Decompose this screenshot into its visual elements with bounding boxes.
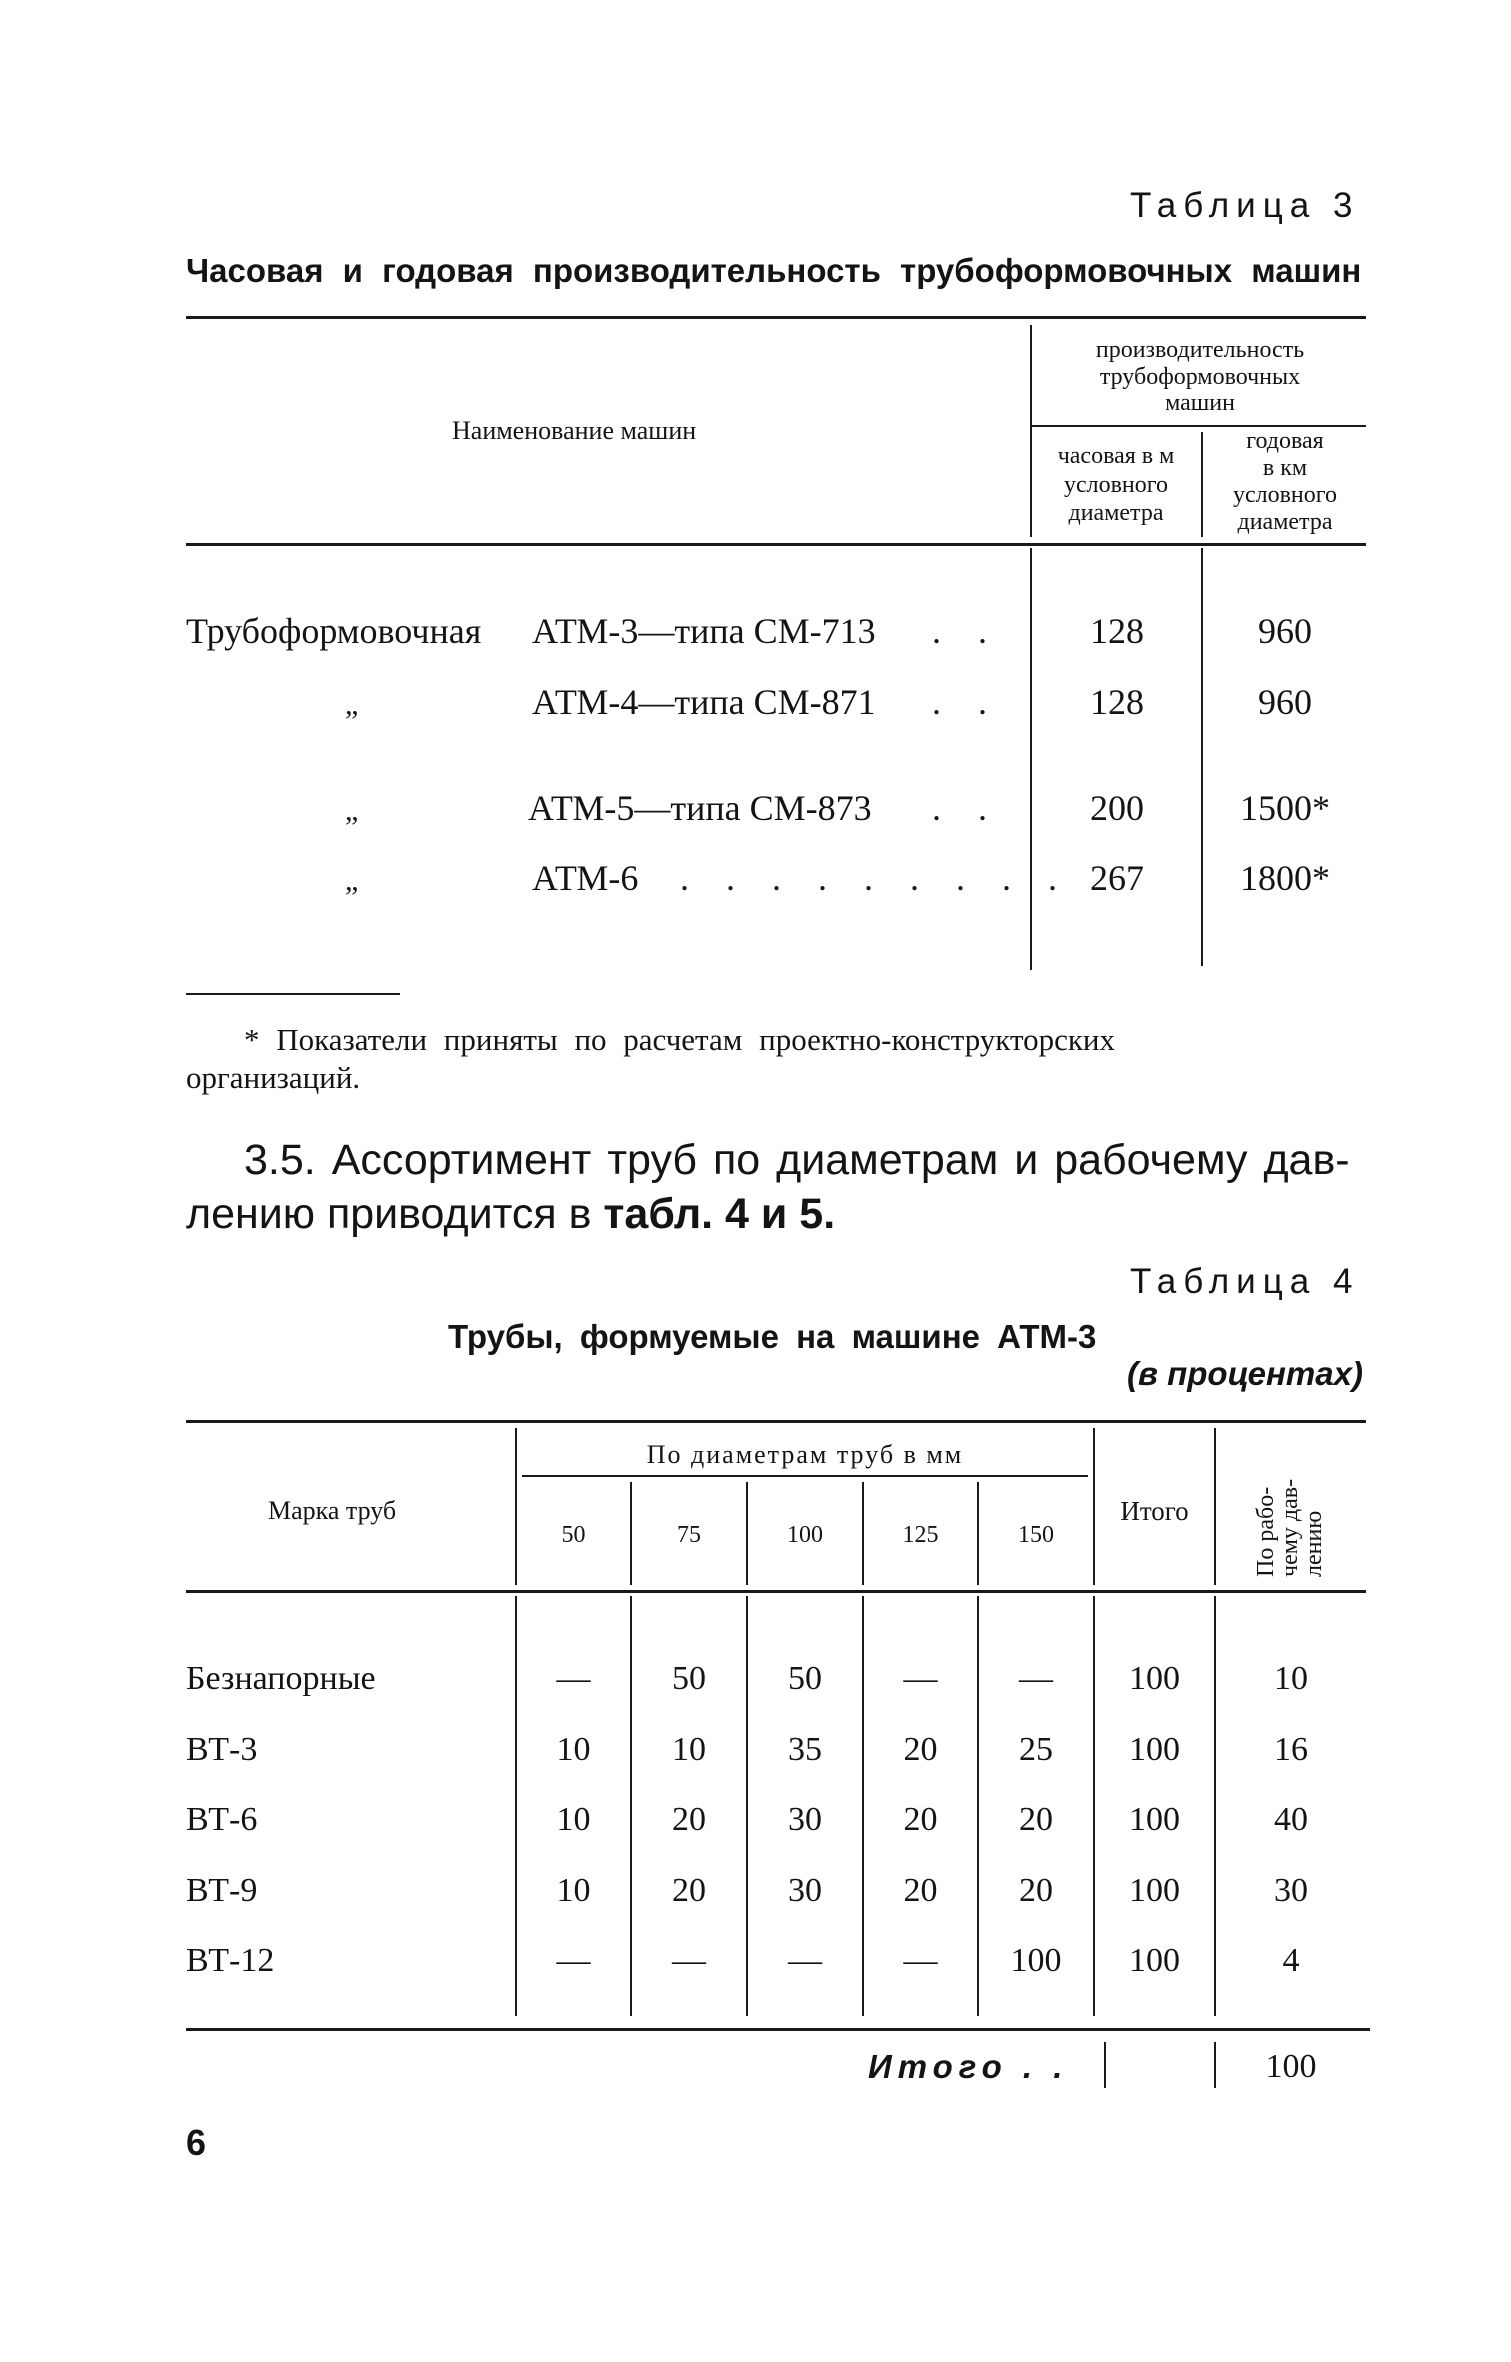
table4-top-rule (186, 1420, 1366, 1423)
table4-row-1-total: 100 (1129, 1660, 1180, 1697)
table4-subtitle: (в процентах) (1127, 1355, 1363, 1392)
table4-mark-header: Марка труб (268, 1496, 397, 1525)
table4-row-2-mark: ВТ-3 (186, 1731, 258, 1768)
table3-row-3-annual: 1500* (1240, 788, 1330, 828)
table4-row-3-d125: 20 (903, 1801, 938, 1838)
table3-subheader-rule (1032, 425, 1366, 427)
table3-col-divider-2 (1201, 432, 1203, 537)
table4-row-3-d75: 20 (672, 1801, 706, 1838)
table4-row-5-total: 100 (1129, 1942, 1180, 1979)
table3-row-4-prefix: „ (345, 864, 359, 897)
t4-total-div-1 (1104, 2042, 1106, 2088)
table3-row-2-prefix: „ (345, 688, 359, 721)
table3-row-2-annual: 960 (1258, 682, 1312, 722)
table3-group-header-1: производительность (1095, 337, 1305, 363)
table4-total-label: Итого . . (868, 2048, 1069, 2085)
table3-row-4-hourly: 267 (1090, 858, 1144, 898)
table4-row-1-d100: 50 (788, 1660, 822, 1697)
table3-top-rule (186, 316, 1366, 319)
table4-row-5-d100: — (788, 1942, 822, 1979)
table4-row-3-mark: ВТ-6 (186, 1801, 258, 1838)
table3-hourly-header-1: часовая в м (1057, 443, 1175, 469)
paragraph-text-1: Ассортимент труб по диаметрам и рабочему дав- (331, 1136, 1350, 1184)
table4-row-2-d150: 25 (1019, 1731, 1053, 1768)
table3-row-1-prefix: Трубоформовочная (186, 611, 482, 651)
table3-row-4-annual: 1800* (1240, 858, 1330, 898)
paragraph-line-2 (186, 1190, 835, 1239)
table4-pressure-header (1254, 1447, 1326, 1577)
table4-row-5-d150: 100 (1010, 1942, 1062, 1979)
table4-row-5-mark: ВТ-12 (186, 1942, 275, 1979)
table4-header-d150: 150 (1018, 1522, 1054, 1548)
table3-row-1-machine: АТМ-3—типа СМ-713 (532, 611, 876, 651)
paragraph-line-1 (244, 1136, 1350, 1185)
table4-caption: Таблица 4 (1130, 1262, 1360, 1301)
table3-annual-header-4: диаметра (1237, 509, 1333, 535)
table4-row-3-d100: 30 (788, 1801, 822, 1838)
table3-row-1-annual: 960 (1258, 611, 1312, 651)
table3-hourly-header-2: условного (1063, 472, 1169, 498)
footnote-line-1: * Показатели приняты по расчетам проектно-конструкторских (244, 1022, 1115, 1057)
table4-row-4-pressure: 30 (1274, 1872, 1308, 1909)
table4-total-header: Итого (1120, 1496, 1189, 1526)
table4-row-4-total: 100 (1129, 1872, 1180, 1909)
table3-row-2-machine: АТМ-4—типа СМ-871 (532, 682, 876, 722)
table4-pressure-header-1: По рабо- (1253, 1486, 1279, 1577)
table3-row-3-prefix: „ (345, 794, 359, 827)
table4-row-2-d75: 10 (672, 1731, 706, 1768)
table3-row-3-leader: . . (932, 788, 1001, 828)
table3-col-divider-1b (1030, 548, 1032, 970)
table4-row-3-d150: 20 (1019, 1801, 1053, 1838)
table3-row-3-hourly: 200 (1090, 788, 1144, 828)
table4-row-3-pressure: 40 (1274, 1801, 1308, 1838)
table4-bottom-rule (186, 2028, 1370, 2031)
table3-row-2-hourly: 128 (1090, 682, 1144, 722)
table3-header-rule (186, 543, 1366, 546)
table4-row-4-d100: 30 (788, 1872, 822, 1909)
table3-name-header: Наименование машин (452, 416, 697, 445)
table4-row-1-d50: — (556, 1660, 591, 1697)
table4-row-4-d150: 20 (1019, 1872, 1053, 1909)
table3-row-2-leader: . . (932, 682, 1001, 722)
table4-row-1-mark: Безнапорные (186, 1660, 376, 1697)
table4-total-value: 100 (1265, 2048, 1317, 2085)
table4-row-5-d125: — (903, 1942, 938, 1979)
table4-header-d50: 50 (561, 1522, 586, 1548)
page-number: 6 (186, 2122, 207, 2163)
paragraph-number: 3.5. (244, 1136, 316, 1184)
footnote-line-2: организаций. (186, 1060, 361, 1095)
table4-row-4-d125: 20 (903, 1872, 938, 1909)
table4-header-d100: 100 (787, 1522, 823, 1548)
table4-header-rule (186, 1590, 1366, 1593)
table4-row-5-d50: — (556, 1942, 591, 1979)
table4-row-4-d50: 10 (556, 1872, 591, 1909)
table4-row-3-d50: 10 (556, 1801, 591, 1838)
table4-row-1-d125: — (903, 1660, 938, 1697)
footnote-rule (186, 993, 400, 995)
table3-row-1-leader: . . (932, 611, 1001, 651)
table4-row-2-d100: 35 (788, 1731, 822, 1768)
table4-row-1-pressure: 10 (1274, 1660, 1308, 1697)
table4-row-3-total: 100 (1129, 1801, 1180, 1838)
t4-div-total (1214, 1428, 1216, 1585)
table3-caption: Таблица 3 (1130, 186, 1360, 225)
table3-row-1-hourly: 128 (1090, 611, 1144, 651)
table4-row-2-d50: 10 (556, 1731, 591, 1768)
table3-row-4-machine: АТМ-6 (532, 858, 639, 898)
table3-annual-header-1: годовая (1246, 428, 1324, 454)
table4-row-5-d75: — (672, 1942, 706, 1979)
table3-row-4-leader: . . . . . . . . . (680, 858, 1071, 898)
table4-row-4-mark: ВТ-9 (186, 1872, 258, 1909)
table4-diam-subrule (522, 1475, 1088, 1477)
table4-header-d75: 75 (677, 1522, 701, 1548)
paragraph-table-ref: табл. 4 и 5. (603, 1190, 836, 1238)
table3-annual-header-2: в км (1262, 455, 1308, 481)
table4-row-5-pressure: 4 (1282, 1942, 1300, 1979)
table3-hourly-header-3: диаметра (1068, 500, 1164, 526)
table4-pressure-header-3: лению (1301, 1510, 1327, 1577)
table4-pressure-header-2: чему дав- (1277, 1478, 1303, 1577)
table3-annual-header-3: условного (1232, 482, 1338, 508)
table4-row-1-d75: 50 (672, 1660, 706, 1697)
paragraph-text-2: лению приводится в (186, 1190, 592, 1238)
table4-row-2-pressure: 16 (1274, 1731, 1308, 1768)
table4-row-2-d125: 20 (903, 1731, 938, 1768)
table4-row-1-d150: — (1019, 1660, 1053, 1697)
table4-title: Трубы, формуемые на машине АТМ-3 (448, 1318, 1097, 1355)
table3-group-header-2: трубоформовочных (1099, 364, 1301, 390)
table4-row-4-d75: 20 (672, 1872, 706, 1909)
table3-title: Часовая и годовая производительность трубоформовочных машин (186, 252, 1362, 289)
table4-diam-group-header: По диаметрам труб в мм (646, 1440, 964, 1469)
table3-col-divider-2b (1201, 548, 1203, 966)
table3-row-3-machine: АТМ-5—типа СМ-873 (528, 788, 872, 828)
table4-header-d125: 125 (902, 1522, 939, 1548)
table3-group-header-3: машин (1165, 390, 1235, 416)
table4-row-2-total: 100 (1129, 1731, 1180, 1768)
